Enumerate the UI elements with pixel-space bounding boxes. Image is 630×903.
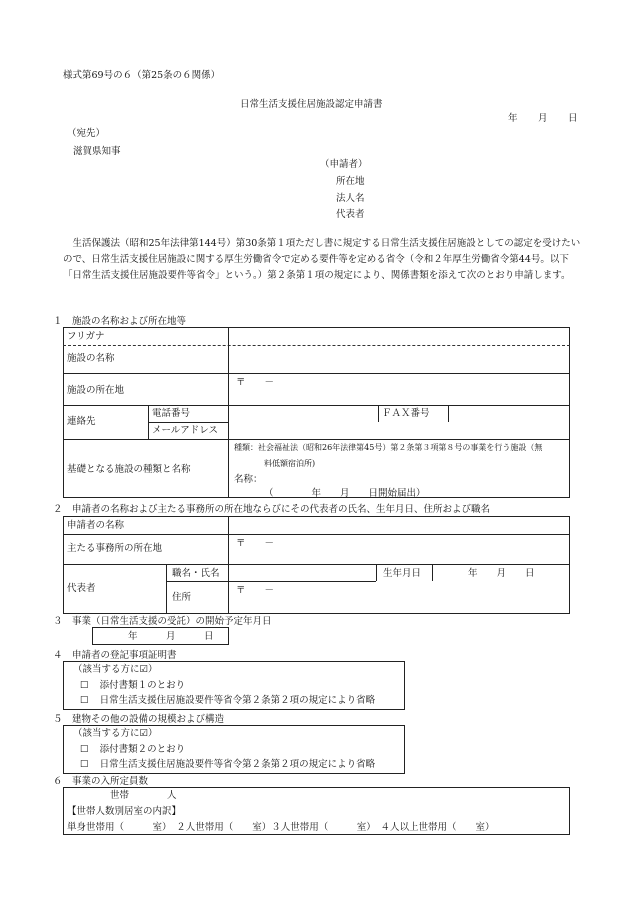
start-notice-date: （ 年 月 日開始届出） bbox=[264, 488, 426, 499]
document-title: 日常生活支援住居施設認定申請書 bbox=[240, 99, 383, 110]
facility-name-field-label: 名称： bbox=[234, 474, 263, 485]
facility-postal: 〒 － bbox=[236, 377, 275, 388]
main-office-postal: 〒 － bbox=[236, 538, 275, 549]
main-office-label: 主たる事務所の所在地 bbox=[67, 543, 163, 554]
fax-label: ＦＡＸ番号 bbox=[382, 408, 430, 419]
section-3-heading: ３ 事業（日常生活支援の受託）の開始予定年月日 bbox=[53, 616, 272, 627]
date-month: 月 bbox=[538, 113, 548, 124]
addressee: 滋賀県知事 bbox=[73, 146, 121, 157]
section-5-heading: ５ 建物その他の設備の規模および構造 bbox=[53, 714, 225, 725]
rep-address-label: 住所 bbox=[172, 592, 192, 603]
applicant-rep-label: 代表者 bbox=[336, 209, 365, 220]
rep-address-postal: 〒 － bbox=[236, 585, 275, 596]
applicant-label: （申請者） bbox=[320, 159, 368, 170]
section-4-option-2[interactable] bbox=[80, 695, 375, 706]
section-4-heading: ４ 申請者の登記事項証明書 bbox=[53, 650, 177, 661]
start-date-value: 年 月 日 bbox=[128, 631, 214, 642]
form-number: 様式第69号の６（第25条の６関係） bbox=[63, 70, 221, 81]
section-2-heading: ２ 申請者の名称および主たる事務所の所在地ならびにその代表者の氏名、生年月日、住所および職名 bbox=[53, 504, 491, 515]
facility-type-line2: 料低額宿泊所) bbox=[264, 459, 316, 468]
checkbox-icon[interactable]: ☐ bbox=[80, 744, 89, 755]
section-5-option-1-label: 添付書類２のとおり bbox=[99, 744, 186, 755]
section-4-option-1-label: 添付書類１のとおり bbox=[99, 680, 186, 691]
section-5-instruction: （該当する方に☑） bbox=[73, 728, 158, 739]
email-label: メールアドレス bbox=[152, 425, 219, 436]
facility-name-label: 施設の名称 bbox=[67, 353, 115, 364]
households-field: 世帯 人 bbox=[110, 790, 177, 801]
section-2-table bbox=[63, 516, 570, 614]
section-4-instruction: （該当する方に☑） bbox=[73, 664, 158, 675]
representative-label: 代表者 bbox=[67, 583, 96, 594]
room-breakdown-title: 【世帯人数別居室の内訳】 bbox=[67, 806, 182, 817]
applicant-address-label: 所在地 bbox=[336, 176, 365, 187]
title-name-label: 職名・氏名 bbox=[172, 568, 220, 579]
section-5-option-2[interactable] bbox=[80, 759, 375, 770]
birth-date-value: 年 月 日 bbox=[468, 568, 535, 579]
phone-label: 電話番号 bbox=[152, 408, 191, 419]
section-4-option-1[interactable] bbox=[80, 680, 185, 691]
section-1-heading: １ 施設の名称および所在地等 bbox=[53, 316, 187, 327]
birth-date-label: 生年月日 bbox=[383, 568, 422, 579]
section-6-heading: ６ 事業の入所定員数 bbox=[53, 776, 149, 787]
base-facility-label: 基礎となる施設の種類と名称 bbox=[67, 464, 191, 475]
facility-type-line1: 種類：社会福祉法（昭和26年法律第45号）第２条第３項第８号の事業を行う施設（無 bbox=[234, 443, 543, 452]
furigana-label: フリガナ bbox=[67, 331, 105, 342]
applicant-name-label: 申請者の名称 bbox=[67, 520, 125, 531]
facility-address-label: 施設の所在地 bbox=[67, 385, 125, 396]
section-4-option-2-label: 日常生活支援住居施設要件等省令第２条第２項の規定により省略 bbox=[99, 695, 376, 706]
checkbox-icon[interactable]: ☐ bbox=[80, 695, 89, 706]
room-breakdown: 単身世帯用（ 室） ２人世帯用（ 室）３人世帯用（ 室） ４人以上世帯用（ 室） bbox=[67, 822, 495, 833]
section-5-option-2-label: 日常生活支援住居施設要件等省令第２条第２項の規定により省略 bbox=[99, 759, 376, 770]
intro-paragraph: 生活保護法（昭和25年法律第144号）第30条第１項ただし書に規定する日常生活支援住居施設としての認定を受けたいので、日常生活支援住居施設に関する厚生労働省令で定める要件等を定める省令（令和２年厚生労働省令第44号。以下「日常生活支援住居施設要件等省令」という。）第２条第１項の規定により、関係書類を添えて次のとおり申請します。 bbox=[63, 238, 581, 281]
section-5-option-1[interactable] bbox=[80, 744, 185, 755]
date-year: 年 bbox=[508, 113, 518, 124]
date-day: 日 bbox=[568, 113, 578, 124]
addressee-label: （宛先） bbox=[67, 128, 106, 139]
applicant-corp-label: 法人名 bbox=[336, 193, 365, 204]
contact-label: 連絡先 bbox=[67, 416, 96, 427]
checkbox-icon[interactable]: ☐ bbox=[80, 680, 89, 691]
checkbox-icon[interactable]: ☐ bbox=[80, 759, 89, 770]
